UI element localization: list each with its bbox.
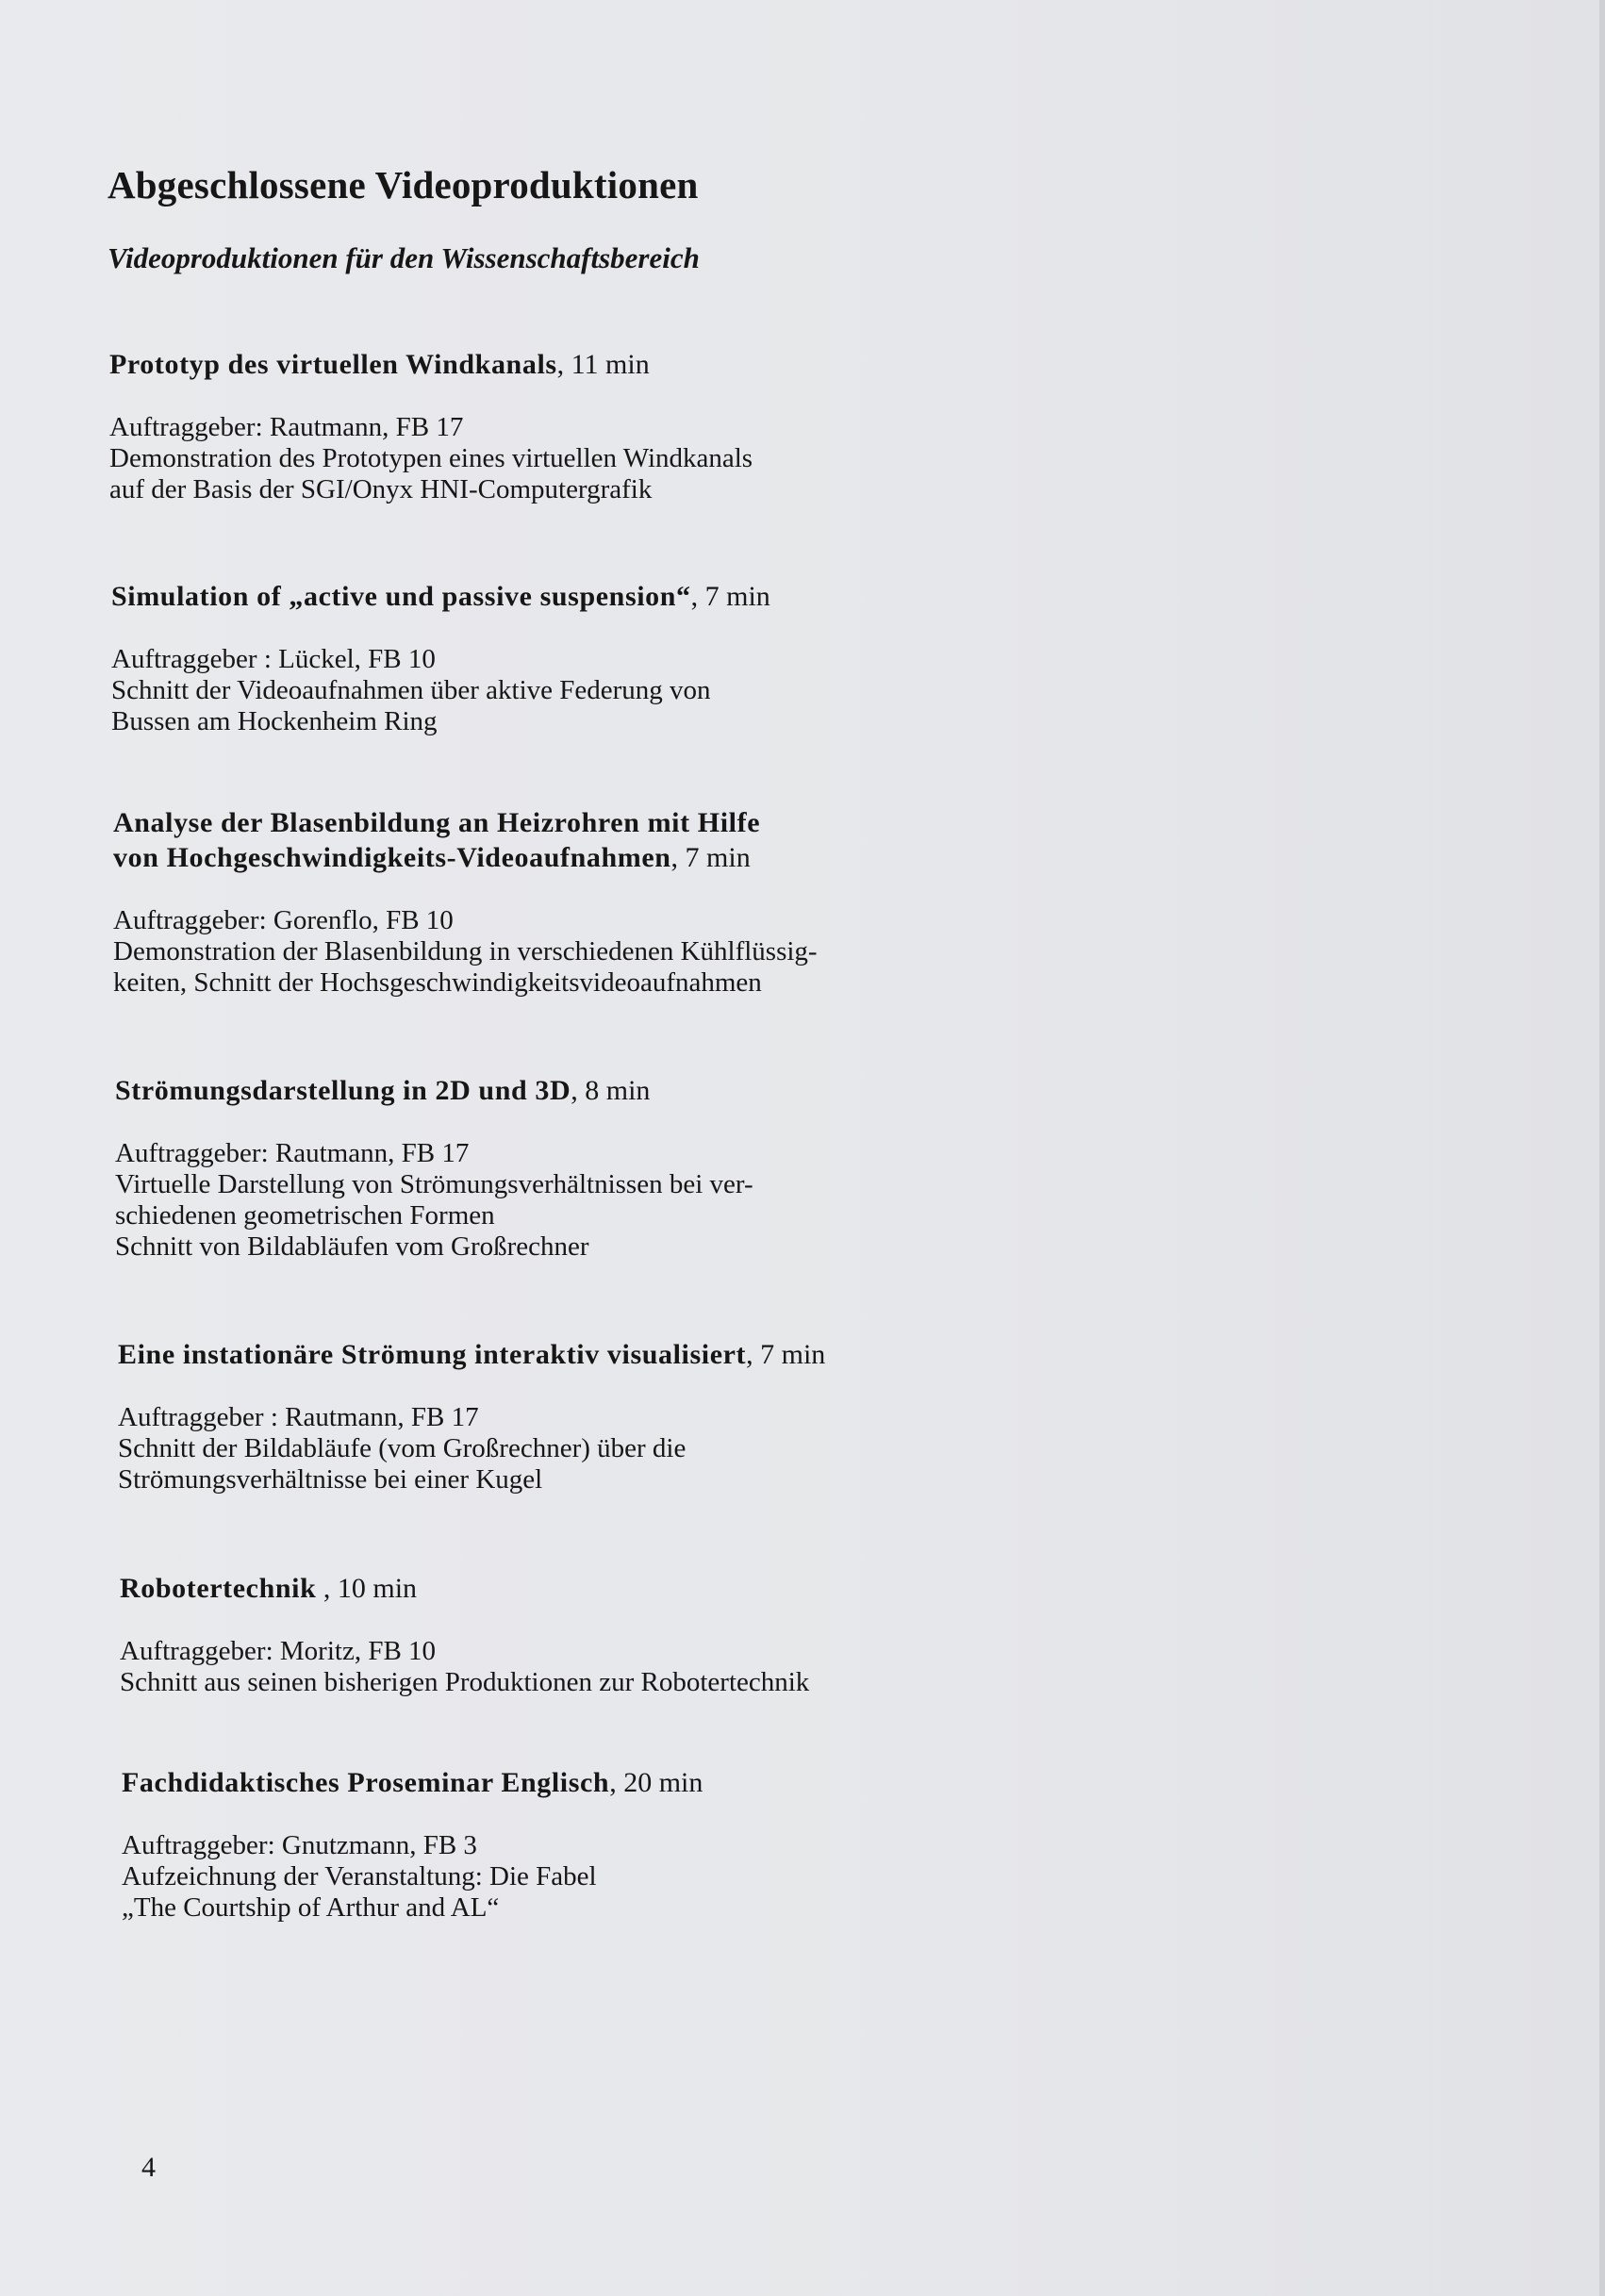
entry-description-line: schiedenen geometrischen Formen [115,1200,495,1231]
entry-details [120,1636,1063,1698]
entry-duration: , 20 min [609,1767,703,1798]
entry-description-line: Schnitt aus seinen bisherigen Produktionen zur Robotertechnik [120,1667,810,1697]
entry-details [118,1402,1061,1495]
entry-details [111,644,1054,737]
section-subheading: Videoproduktionen für den Wissenschaftsbereich [108,241,700,274]
entry-details [113,905,1056,999]
entry-duration: , 7 min [746,1339,826,1370]
entry-duration: , 7 min [670,842,751,873]
production-entry [118,1337,1061,1495]
entry-details [109,412,1052,505]
entry-description-line: Virtuelle Darstellung von Strömungsverhältnissen bei ver- [115,1169,753,1199]
entry-client: Auftraggeber: Rautmann, FB 17 [115,1138,470,1168]
production-entry [115,1073,1058,1263]
entry-title [111,579,1054,614]
entry-title [120,1571,1063,1606]
entry-description-line: Strömungsverhältnisse bei einer Kugel [118,1464,543,1495]
entry-client: Auftraggeber: Rautmann, FB 17 [109,412,464,442]
entry-description-line: Schnitt der Bildabläufe (vom Großrechner) über die [118,1433,687,1463]
entry-description-line: keiten, Schnitt der Hochsgeschwindigkeitsvideoaufnahmen [113,967,762,998]
entry-name: Simulation of „active und passive suspension“ [111,581,691,612]
entry-description-line: Schnitt der Videoaufnahmen über aktive Federung von [111,675,711,705]
entry-title [115,1073,1058,1108]
entry-title [113,805,1056,875]
entry-client: Auftraggeber : Lückel, FB 10 [111,644,436,674]
entry-title [109,347,1052,382]
entry-title [122,1765,1065,1800]
production-entry [113,805,1056,999]
entry-title [118,1337,1061,1372]
entry-details [122,1830,1065,1924]
entry-description-line: Schnitt von Bildabläufen vom Großrechner [115,1231,589,1262]
entry-duration: , 8 min [571,1075,651,1106]
entry-name: Eine instationäre Strömung interaktiv visualisiert [118,1339,747,1370]
entry-name: Fachdidaktisches Proseminar Englisch [122,1767,610,1798]
page-heading: Abgeschlossene Videoproduktionen [108,163,699,206]
entry-duration: , 11 min [556,349,650,380]
entry-client: Auftraggeber: Gorenflo, FB 10 [113,905,454,935]
entry-duration: , 10 min [316,1573,418,1604]
entry-description-line: Demonstration der Blasenbildung in verschiedenen Kühlflüssig- [113,936,818,966]
entry-description-line: Aufzeichnung der Veranstaltung: Die Fabel [122,1861,597,1891]
page-number: 4 [141,2152,156,2183]
entry-name: Strömungsdarstellung in 2D und 3D [115,1075,571,1106]
entry-client: Auftraggeber: Moritz, FB 10 [120,1636,437,1666]
entry-name: Robotertechnik [120,1573,317,1604]
entry-name: von Hochgeschwindigkeits-Videoaufnahmen [113,842,671,873]
production-entry [120,1571,1063,1698]
entry-description-line: Demonstration des Prototypen eines virtuellen Windkanals [109,443,753,473]
entry-client: Auftraggeber : Rautmann, FB 17 [118,1402,479,1432]
entry-name: Prototyp des virtuellen Windkanals [109,349,557,380]
entry-name: Analyse der Blasenbildung an Heizrohren mit Hilfe [113,807,761,838]
production-entry [109,347,1052,505]
entry-description-line: auf der Basis der SGI/Onyx HNI-Computergrafik [109,474,653,504]
production-entry [111,579,1054,737]
entry-description-line: Bussen am Hockenheim Ring [111,706,438,736]
entry-description-line: „The Courtship of Arthur and AL“ [122,1892,500,1923]
page-edge [1599,0,1605,2296]
entry-duration: , 7 min [690,581,770,612]
entry-details [115,1138,1058,1263]
production-entry [122,1765,1065,1924]
entry-client: Auftraggeber: Gnutzmann, FB 3 [122,1830,477,1860]
